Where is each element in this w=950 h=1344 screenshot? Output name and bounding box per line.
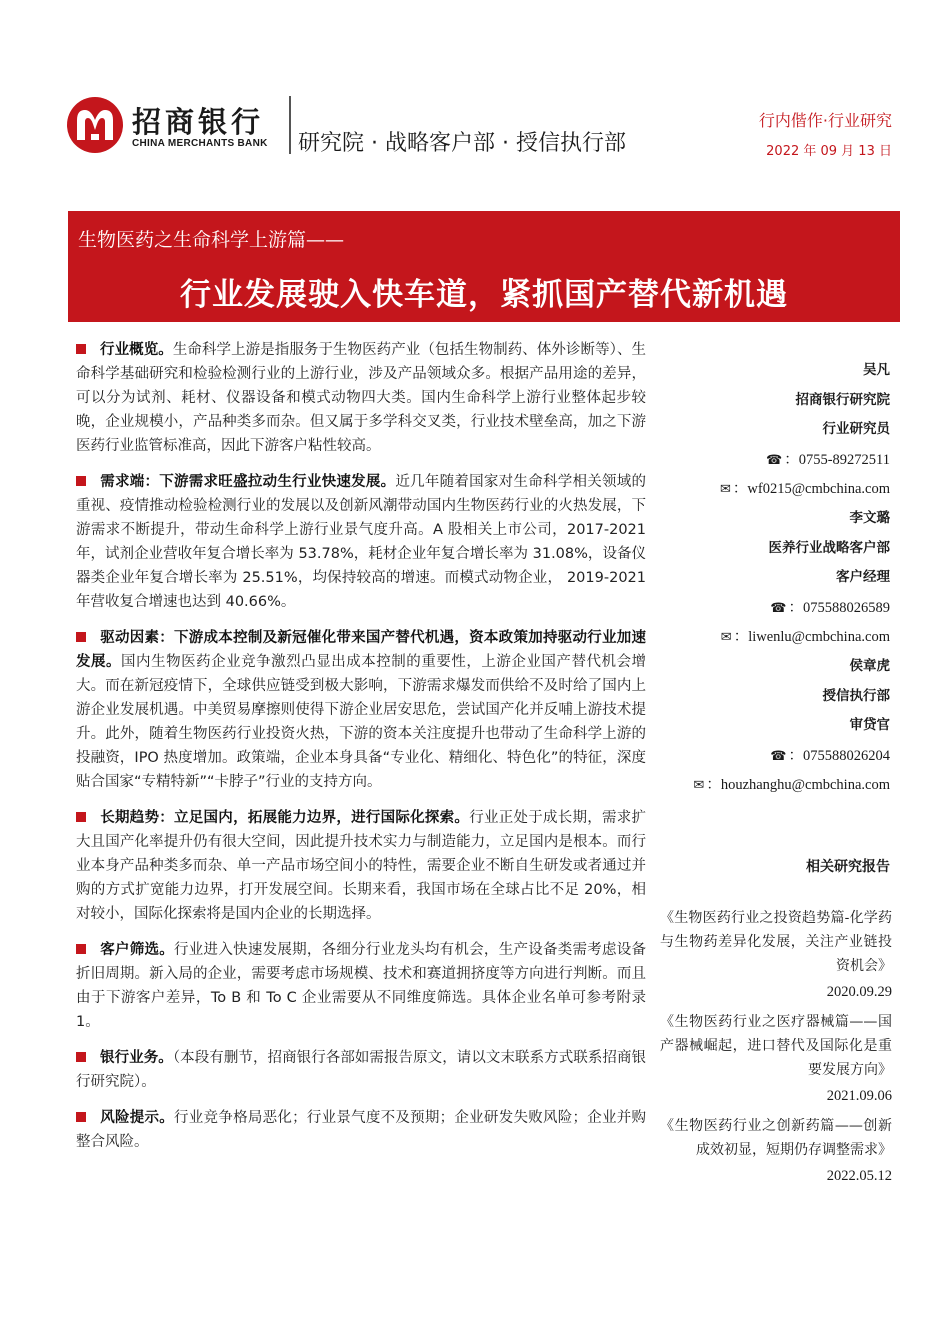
logo-divider — [289, 96, 291, 154]
bullet-square-icon — [76, 944, 86, 954]
section-text: （本段有删节，招商银行各部如需报告原文，请以文末联系方式联系招商银行研究院）。 — [76, 1050, 647, 1090]
email-address[interactable]: houzhanghu@cmbchina.com — [720, 777, 890, 794]
section-text: 行业进入快速发展期，各细分行业龙头均有机会，生产设备类需考虑设备折旧周期。新入局的企业，需要考虑市场规模、技术和赛道拥挤度等方向进行判断。而且由于下游客户差异，To B 和 To C 企业需要从不同维度筛选。具体企业名单可参考附录 1。 — [76, 942, 647, 1030]
author-email[interactable]: ✉ ：wf0215@cmbchina.com — [719, 481, 890, 498]
document-date: 2022 年 09 月 13 日 — [766, 144, 892, 159]
related-report-item[interactable] — [660, 1010, 892, 1108]
related-reports-heading: 相关研究报告 — [806, 859, 890, 875]
author-email[interactable]: ✉ ：liwenlu@cmbchina.com — [720, 629, 890, 646]
related-report-title[interactable]: 《生物医药行业之投资趋势篇-化学药与生物药差异化发展，关注产业链投资机会》 — [660, 910, 892, 974]
author-sidebar — [660, 356, 890, 800]
section-demand — [76, 470, 646, 614]
bullet-square-icon — [76, 344, 86, 354]
section-long-term-trend — [76, 806, 646, 926]
department-names: 研究院 · 战略客户部 · 授信执行部 — [298, 131, 626, 156]
related-reports-list — [660, 906, 892, 1194]
phone-number: 0755-89272511 — [798, 451, 890, 468]
section-risk-warning — [76, 1106, 646, 1154]
phone-icon: ☎ — [770, 747, 787, 763]
author-name: 吴凡 — [863, 362, 890, 378]
bullet-square-icon — [76, 632, 86, 642]
section-lead: 行业概览。 — [100, 342, 173, 358]
phone-number: 07558802​6204 — [803, 747, 890, 764]
section-text: 行业竞争格局恶化；行业景气度不及预期；企业研发失败风险；企业并购整合风险。 — [76, 1110, 647, 1150]
related-report-date: 2021.09.06 — [826, 1088, 892, 1104]
author-org: 授信执行部 — [822, 687, 890, 704]
section-client-screening — [76, 938, 646, 1034]
section-lead: 客户筛选。 — [100, 942, 175, 958]
author-title: 客户经理 — [836, 569, 890, 586]
title-banner — [68, 211, 900, 322]
section-lead: 风险提示。 — [100, 1110, 175, 1126]
section-lead: 需求端：下游需求旺盛拉动生行业快速发展。 — [100, 474, 396, 490]
related-report-item[interactable] — [660, 1114, 892, 1188]
related-report-item[interactable] — [660, 906, 892, 1004]
author-name: 侯章虎 — [849, 657, 890, 674]
section-industry-overview — [76, 338, 646, 458]
email-address[interactable]: wf0215@cmbchina.com — [747, 481, 890, 498]
phone-number: 07558802​6589 — [803, 599, 890, 616]
logo-text-en: CHINA MERCHANTS BANK — [132, 138, 268, 149]
section-text: 国内生物医药企业竞争激烈凸显出成本控制的重要性，上游企业国产替代机会增大。而在新冠疫情下，全球供应链受到极大影响，下游需求爆发而供给不及时给了国内上游企业发展机遇。中美贸易摩擦则使得下游企业居安思危，尝试国产化并反哺上游技术提升。此外，随着生物医药行业投资火热，下游的资本关注度提升也带动了生命科学上游的投融资，IPO 热度增加。政策端，企业本身具备“专业化、精细化、特色化”的特征，深度贴合国家“专精特新”“卡脖子”行业的支持方向。 — [76, 654, 647, 790]
related-report-title[interactable]: 《生物医药行业之医疗器械篇——国产器械崛起，进口替代及国际化是重要发展方向》 — [660, 1014, 892, 1078]
email-icon: ✉ — [720, 629, 732, 645]
section-text: 生命科学上游是指服务于生物医药产业（包括生物制药、体外诊断等）、生命科学基础研究和检验检测行业的上游行业，涉及产品领域众多。根据产品用途的差异，可以分为试剂、耗材、仪器设备和模式动物四大类。国内生命科学上游行业整体起步较晚，企业规模小，产品种类多而杂。但又属于多学科交叉类，行业技术壁垒高，加之下游医药行业监管标准高，因此下游客户粘性较高。 — [76, 342, 647, 454]
email-icon: ✉ — [719, 481, 731, 497]
page-header — [0, 0, 950, 180]
phone-icon: ☎ — [770, 599, 787, 615]
author-phone: ☎ ：07558802​6589 — [770, 599, 890, 616]
section-text: 近几年随着国家对生命科学相关领域的重视、疫情推动检验检测行业的发展以及创新风潮带动国内生物医药行业的火热发展，下游需求不断提升，带动生命科学上游行业景气度升高。A 股相关上市公司，2017-2021 年，试剂企业营收年复合增长率为 53.78%，耗材企业年复合增长率为 31.08%，设备仪器类企业年复合增长率为 25.51%，均保持较高的增速。而模式动物企业， 2019-2021 年营收复合增速也达到 40.66%。 — [76, 474, 646, 610]
logo-text-cn: 招商银行 — [132, 105, 265, 139]
bullet-square-icon — [76, 1052, 86, 1062]
bullet-square-icon — [76, 476, 86, 486]
author-phone: ☎ ：07558802​6204 — [770, 747, 890, 764]
related-report-date: 2022.05.12 — [826, 1168, 892, 1184]
section-text: 行业正处于成长期，需求扩大且国产化率提升仍有很大空间，因此提升技术实力与制造能力，立足国内是根本。而行业本身产品种类多而杂、单一产品市场空间小的特性，需要企业不断自生研发或者通过并购的方式扩宽能力边界，打开发展空间。长期来看，我国市场在全球占比不足 20%，相对较小，国际化探索将是国内企业的长期选择。 — [76, 810, 647, 922]
report-title: 行业发展驶入快车道，紧抓国产替代新机遇 — [180, 277, 788, 313]
document-type: 行内偕作·行业研究 — [758, 111, 892, 130]
related-report-date: 2020.09.29 — [826, 984, 892, 1000]
section-lead: 驱动因素：下游成本控制及新冠催化带来国产替代机遇，资本政策加持驱动行业加速发展。 — [76, 630, 646, 670]
author-org: 招商银行研究院 — [795, 391, 890, 408]
section-lead: 银行业务。 — [100, 1050, 173, 1066]
author-title: 行业研究员 — [822, 421, 890, 438]
email-address[interactable]: liwenlu@cmbchina.com — [748, 629, 890, 646]
phone-icon: ☎ — [766, 451, 783, 467]
section-drivers — [76, 626, 646, 794]
section-banking-business — [76, 1046, 646, 1094]
cmb-logo-icon — [66, 96, 124, 154]
author-phone: ☎ ：0755-89272511 — [766, 451, 890, 468]
related-report-title[interactable]: 《生物医药行业之创新药篇——创新成效初显，短期仍存调整需求》 — [660, 1118, 892, 1158]
email-icon: ✉ — [693, 777, 705, 793]
summary-body — [76, 338, 646, 1166]
bullet-square-icon — [76, 812, 86, 822]
author-org: 医养行业战略客户部 — [768, 539, 890, 556]
author-name: 李文璐 — [849, 509, 890, 526]
section-lead: 长期趋势：立足国内，拓展能力边界，进行国际化探索。 — [100, 810, 470, 826]
bullet-square-icon — [76, 1112, 86, 1122]
author-email[interactable]: ✉ ：houzhanghu@cmbchina.com — [693, 777, 890, 794]
report-subtitle: 生物医药之生命科学上游篇—— — [78, 229, 345, 251]
author-title: 审贷官 — [849, 717, 890, 734]
